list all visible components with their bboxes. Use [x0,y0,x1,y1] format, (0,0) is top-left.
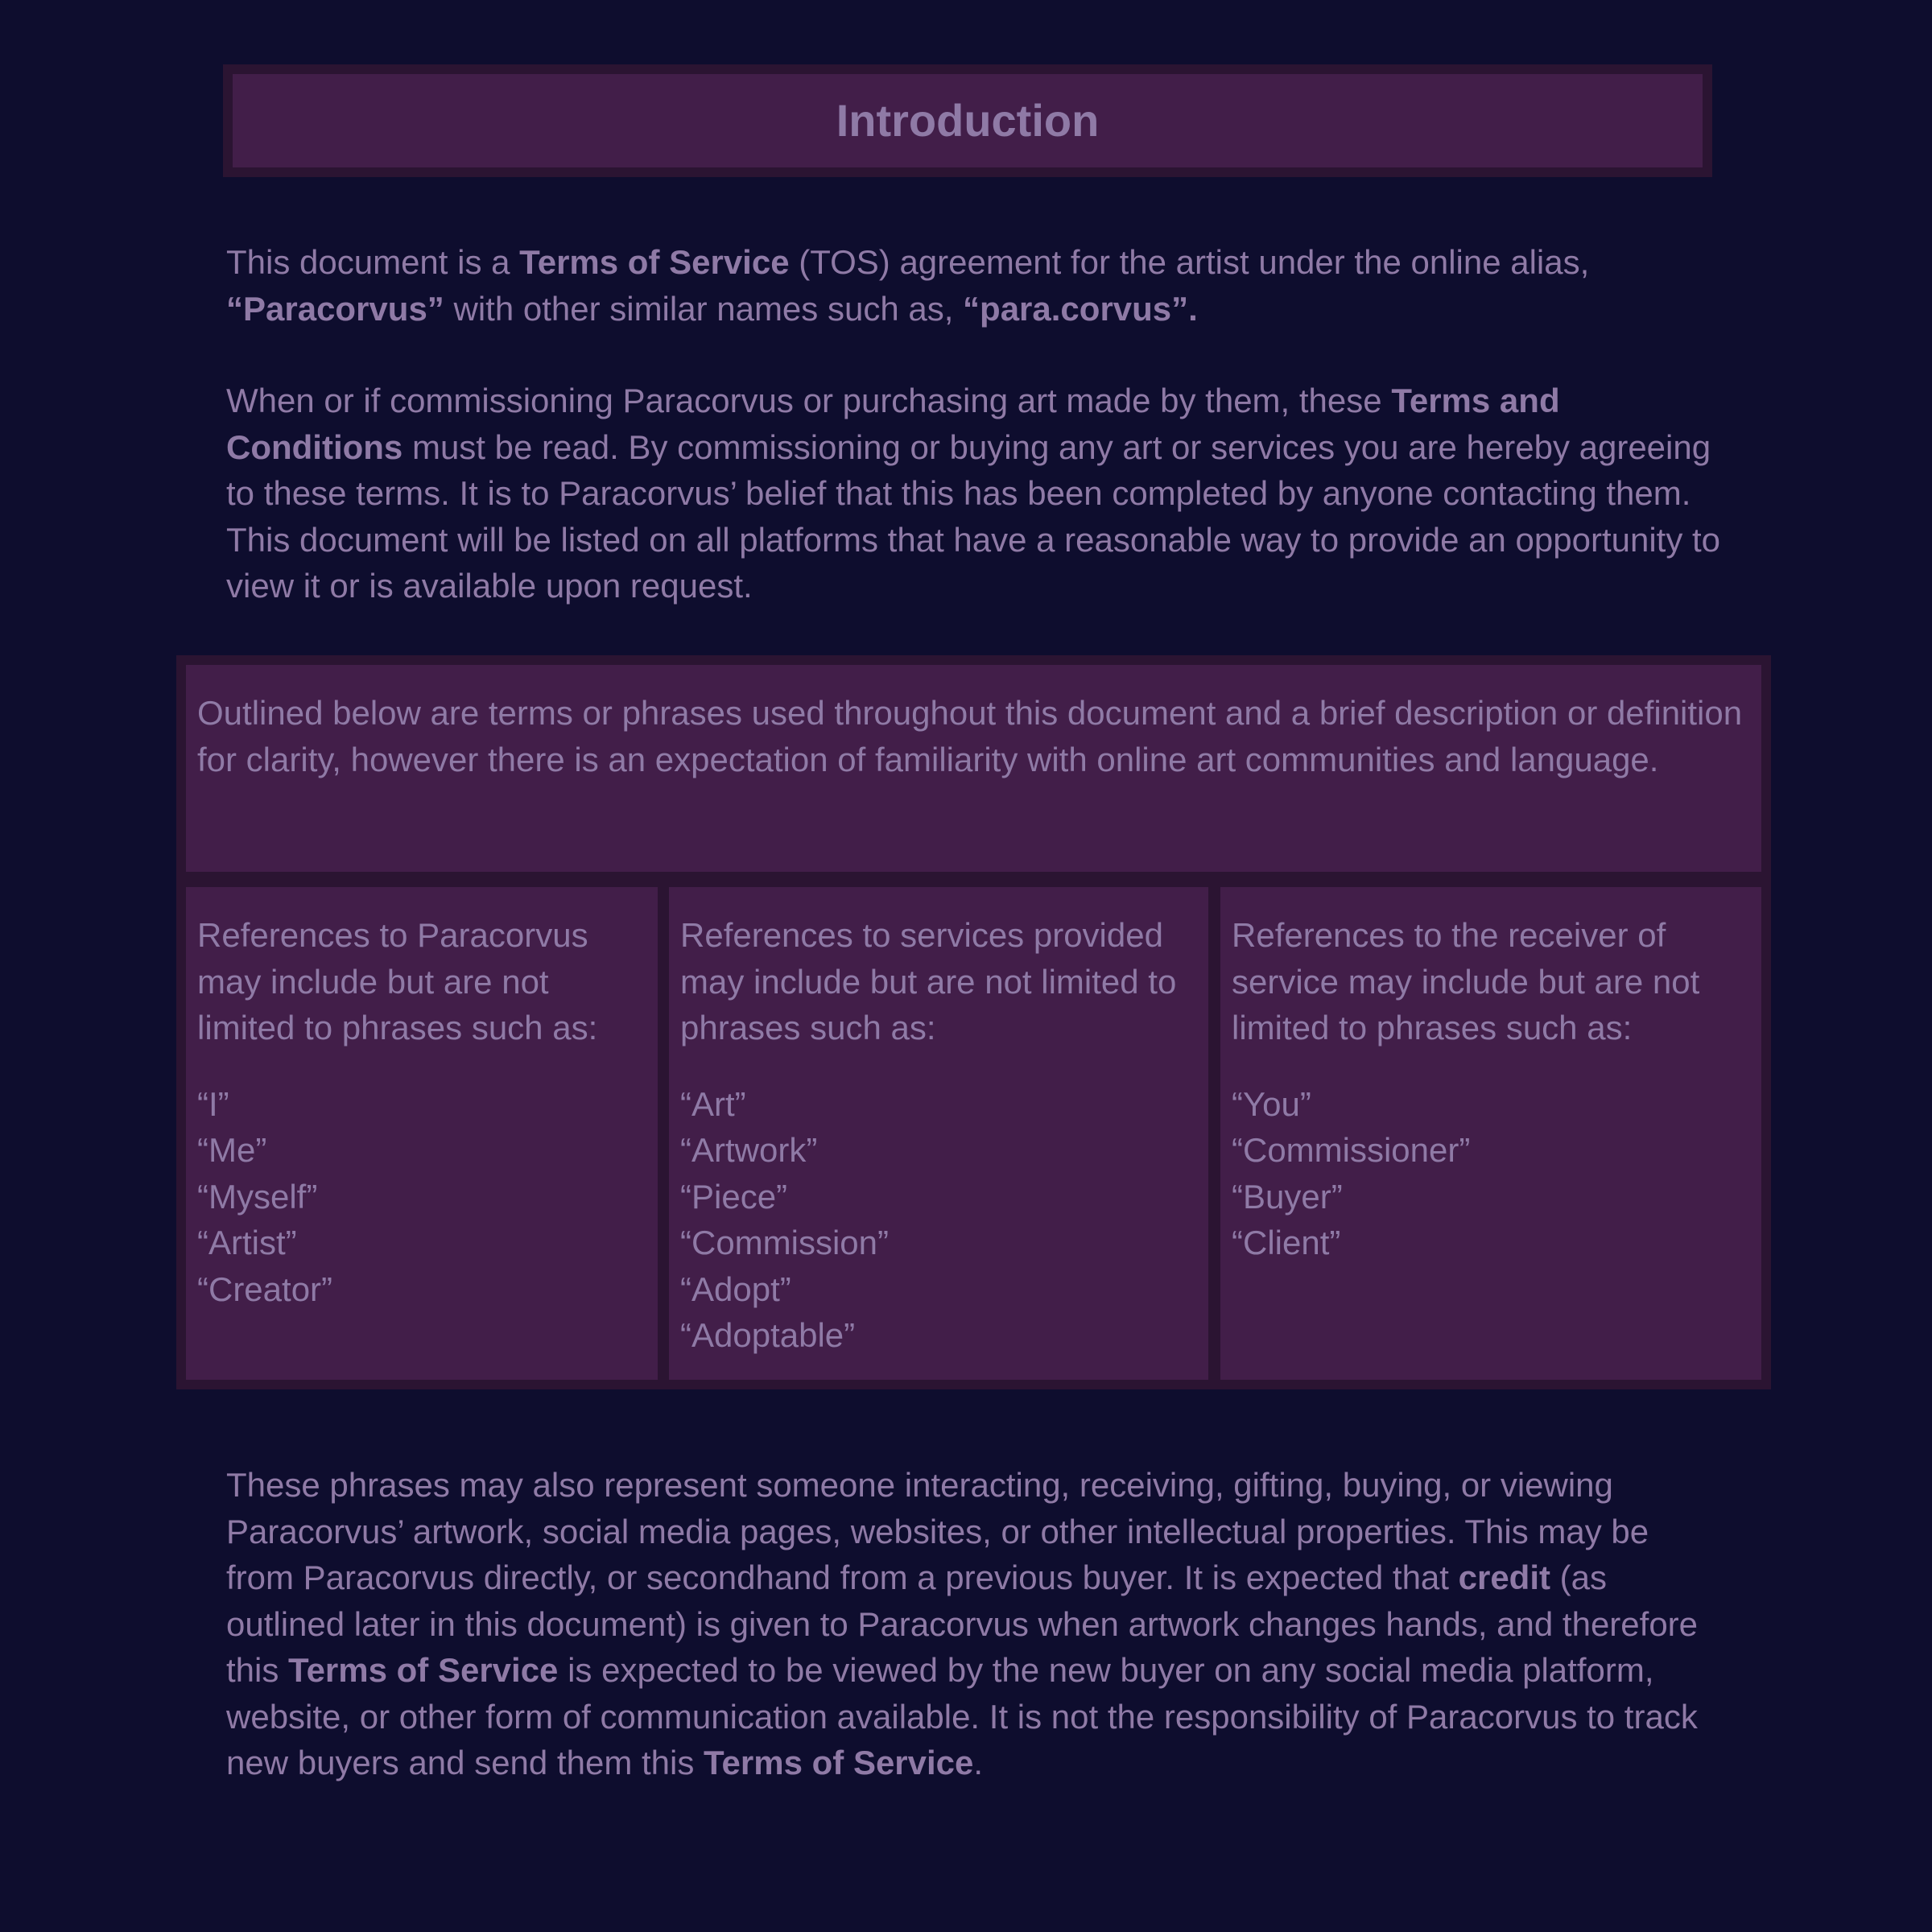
phrase-item: “Commissioner” [1232,1131,1471,1169]
terms-column-artist [186,887,658,1380]
phrase-item: “Adopt” [680,1269,791,1308]
intro-paragraph-2: When or if commissioning Paracorvus or purchasing art made by them, these Terms and Conditions must be read. By commissioning or buying any art or services you are hereby agreeing to these terms. It is to Paracorvus’ belief that this has been completed by anyone contacting them. This document will be listed on all platforms that have a reasonable way to provide an opportunity to view it or is available upon request. [226,382,1721,605]
phrase-item: “Adoptable” [680,1316,856,1354]
phrase-item: “Artist” [197,1224,297,1261]
phrase-item: “Creator” [197,1269,333,1308]
intro-paragraph-1: This document is a Terms of Service (TOS) agreement for the artist under the online alias, “Paracorvus” with other similar names such as, “para.corvus”. [226,243,1590,328]
terms-column-heading: References to the receiver of service may include but are not limited to phrases such as: [1232,916,1700,1046]
terms-table [176,655,1771,1389]
closing-paragraph: These phrases may also represent someone interacting, receiving, gifting, buying, or viewing Paracorvus’ artwork, social media pages, websites, or other intellectual properties. This may be from Paracorvus directly, or secondhand from a previous buyer. It is expected that credit (as outlined later in this document) is given to Paracorvus when artwork changes hands, and therefore this Terms of Service is expected to be viewed by the new buyer on any social media platform, website, or other form of communication available. It is not the responsibility of Paracorvus to track new buyers and send them this Terms of Service. [226,1466,1699,1781]
terms-outline-cell [186,665,1761,872]
phrase-item: “Commission” [680,1224,890,1261]
phrase-item: “Me” [197,1131,267,1169]
phrase-item: “Artwork” [680,1131,818,1169]
phrase-item: “Client” [1232,1224,1341,1261]
phrase-item: “Myself” [197,1177,318,1216]
terms-column-heading: References to Paracorvus may include but are not limited to phrases such as: [197,916,598,1046]
page-title: Introduction [836,95,1100,146]
phrase-item: “You” [1232,1084,1311,1123]
terms-column-heading: References to services provided may include but are not limited to phrases such as: [680,916,1177,1046]
terms-column-services [669,887,1208,1380]
terms-column-receiver [1220,887,1761,1380]
phrase-item: “Piece” [680,1177,788,1216]
terms-outline-text: Outlined below are terms or phrases used throughout this document and a brief description or definition for clarity, however there is an expectation of familiarity with online art communities and language. [197,694,1743,778]
phrase-item: “Buyer” [1232,1177,1343,1216]
phrase-item: “Art” [680,1084,746,1123]
phrase-item: “I” [197,1084,229,1123]
title-banner [223,64,1712,177]
